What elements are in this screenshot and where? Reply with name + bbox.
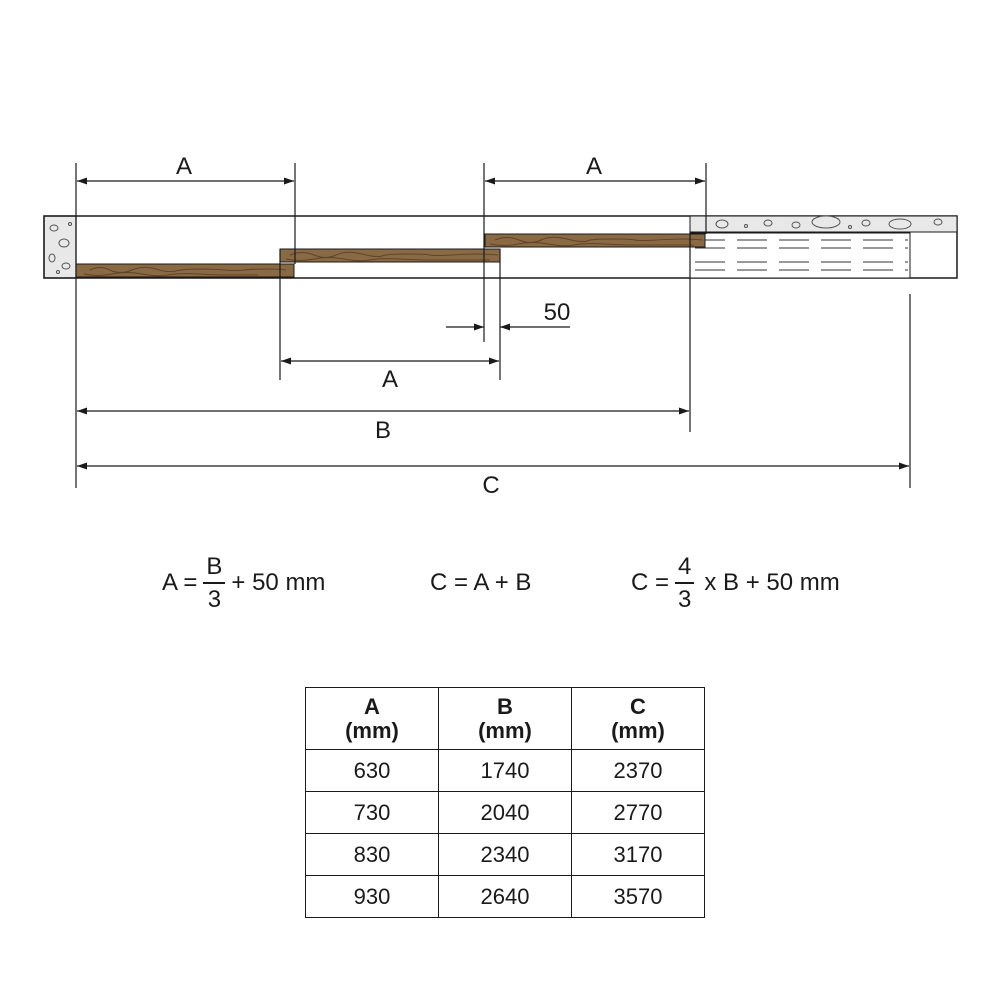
formula-a <box>162 548 325 618</box>
formula-c-sum <box>430 548 531 618</box>
header-c: C (mm) <box>572 688 705 750</box>
table-row <box>306 834 705 876</box>
table-cell: 2640 <box>439 876 572 918</box>
formula-c-b-denominator: 3 <box>678 585 692 613</box>
formula-c-b-fraction <box>675 552 694 613</box>
table-cell: 2040 <box>439 792 572 834</box>
dim-label-c: C <box>482 472 500 499</box>
table-cell: 3170 <box>572 834 705 876</box>
table-cell: 930 <box>306 876 439 918</box>
dim-label-middle: A <box>381 366 399 393</box>
formula-c-b-rhs: x B + 50 mm <box>704 569 840 596</box>
table-cell: 630 <box>306 750 439 792</box>
table-row <box>306 750 705 792</box>
formula-c-sum-text: C = A + B <box>430 569 532 596</box>
table-cell: 2370 <box>572 750 705 792</box>
formula-a-numerator: B <box>203 555 225 584</box>
dim-label-top-left: A <box>175 153 193 180</box>
header-a: A (mm) <box>306 688 439 750</box>
dim-label-gap: 50 <box>543 299 571 326</box>
header-b: B (mm) <box>439 688 572 750</box>
door-leaf-3 <box>485 234 705 247</box>
formula-c-b <box>631 548 840 618</box>
extension-lines <box>76 163 910 488</box>
door-leaf-1 <box>76 264 294 277</box>
formula-a-denominator: 3 <box>207 585 222 613</box>
formula-c-b-lhs: C = <box>631 569 670 596</box>
table-cell: 3570 <box>572 876 705 918</box>
formula-a-rhs: + 50 mm <box>231 569 326 596</box>
dimension-table <box>305 687 705 918</box>
formula-a-lhs: A = <box>162 569 198 596</box>
table-cell: 1740 <box>439 750 572 792</box>
formula-a-fraction <box>203 552 225 613</box>
door-leaf-2 <box>280 249 500 262</box>
table-header-row <box>306 688 705 750</box>
dim-label-top-right: A <box>585 153 603 180</box>
table-cell: 830 <box>306 834 439 876</box>
table-row <box>306 876 705 918</box>
dim-label-b: B <box>374 417 392 444</box>
table-cell: 2340 <box>439 834 572 876</box>
table-cell: 730 <box>306 792 439 834</box>
table-row <box>306 792 705 834</box>
formula-c-b-numerator: 4 <box>675 555 694 584</box>
table-cell: 2770 <box>572 792 705 834</box>
concrete-block-right <box>690 216 957 232</box>
